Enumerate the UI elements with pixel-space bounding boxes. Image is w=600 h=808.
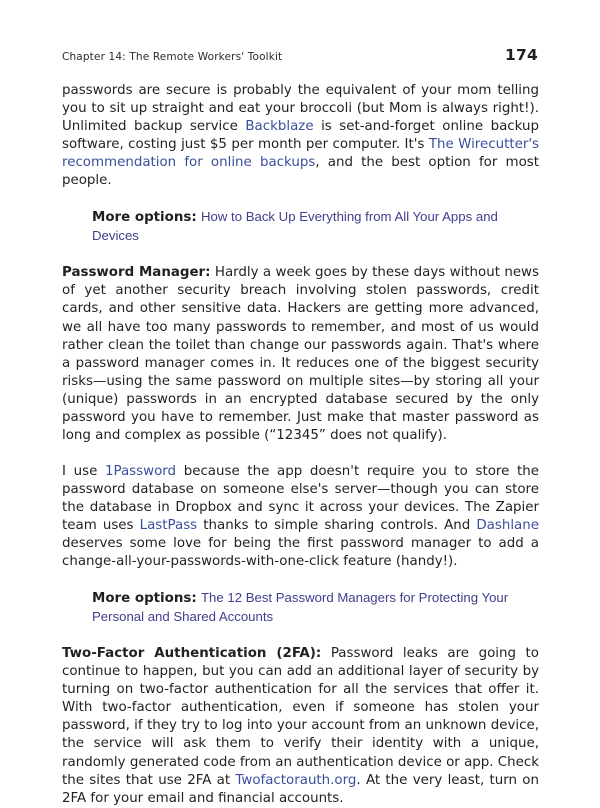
running-head <box>62 46 538 64</box>
paragraph-two-factor-auth <box>62 645 539 807</box>
paragraph-password-manager <box>62 264 539 444</box>
paragraph-text: , and the best option for most people. <box>62 155 540 189</box>
chapter-title: Chapter 14: The Remote Workers' Toolkit <box>62 51 283 63</box>
more-options-label: More options: <box>92 210 197 226</box>
paragraph-text: because the app doesn't require you to store the password database on someone else's server—though you can store the database in Dropbox and sync it across your devices. The Zapier team uses <box>62 463 539 533</box>
text-column <box>62 82 539 808</box>
link-wirecutter-recommendation[interactable]: The Wirecutter's recommendation for online backups <box>62 137 539 171</box>
link-backblaze[interactable]: Backblaze <box>245 119 314 135</box>
link-twofactorauth[interactable]: Twofactorauth.org <box>235 772 357 788</box>
paragraph-text: Hardly a week goes by these days without news of yet another security breach involving stolen passwords, credit cards, and other sensitive data. Hackers are getting more advanced, we all have too many passwords to remember, and most of us would rather clean the toilet than change our passwords again. That's where a password manager comes in. It reduces one of the biggest security risks—using the same password on multiple sites—by storing all your (unique) passwords in an encrypted database secured by the only password you have to remember. Just make that master password as long and complex as possible (“12345” does not qualify). <box>62 265 539 443</box>
run-in-heading-password-manager: Password Manager: <box>62 265 211 281</box>
link-lastpass[interactable]: LastPass <box>139 517 198 533</box>
run-in-heading-two-factor-auth: Two-Factor Authentication (2FA): <box>62 646 322 662</box>
more-options-label: More options: <box>92 591 197 607</box>
paragraph-1password <box>62 463 539 571</box>
paragraph-text: passwords are secure is probably the equivalent of your mom telling you to sit up straight and eat your broccoli (but Mom is always right!). Unlimited backup service <box>62 83 539 135</box>
paragraph-text: deserves some love for being the first password manager to add a change-all-your-passwords-with-one-click feature (handy!). <box>62 536 539 570</box>
link-dashlane[interactable]: Dashlane <box>476 517 539 533</box>
paragraph-text: thanks to simple sharing controls. And <box>197 517 477 533</box>
link-1password[interactable]: 1Password <box>104 463 177 479</box>
link-more-options-password-managers[interactable]: The 12 Best Password Managers for Protecting Your Personal and Shared Accounts <box>92 590 509 625</box>
more-options-backup <box>92 208 539 246</box>
paragraph-text: I use <box>62 463 105 479</box>
link-more-options-backup[interactable]: How to Back Up Everything from All Your Apps and Devices <box>92 209 498 244</box>
paragraph-backup <box>62 82 539 190</box>
page-number: 174 <box>505 46 538 64</box>
more-options-password-managers <box>92 589 539 627</box>
paragraph-text: . At the very least, turn on 2FA for your email and financial accounts. <box>62 772 539 806</box>
paragraph-text: is set-and-forget online backup software, costing just $5 per month per computer. It's <box>62 119 539 153</box>
paragraph-text: Password leaks are going to continue to happen, but you can add an additional layer of security by turning on two-factor authentication for all the services that offer it. With two-factor authentication, even if someone has stolen your password, if they try to log into your account from an unknown device, the service will ask them to verify their identity with a unique, randomly generated code from an authentication device or app. Check the sites that use 2FA at <box>62 646 539 788</box>
